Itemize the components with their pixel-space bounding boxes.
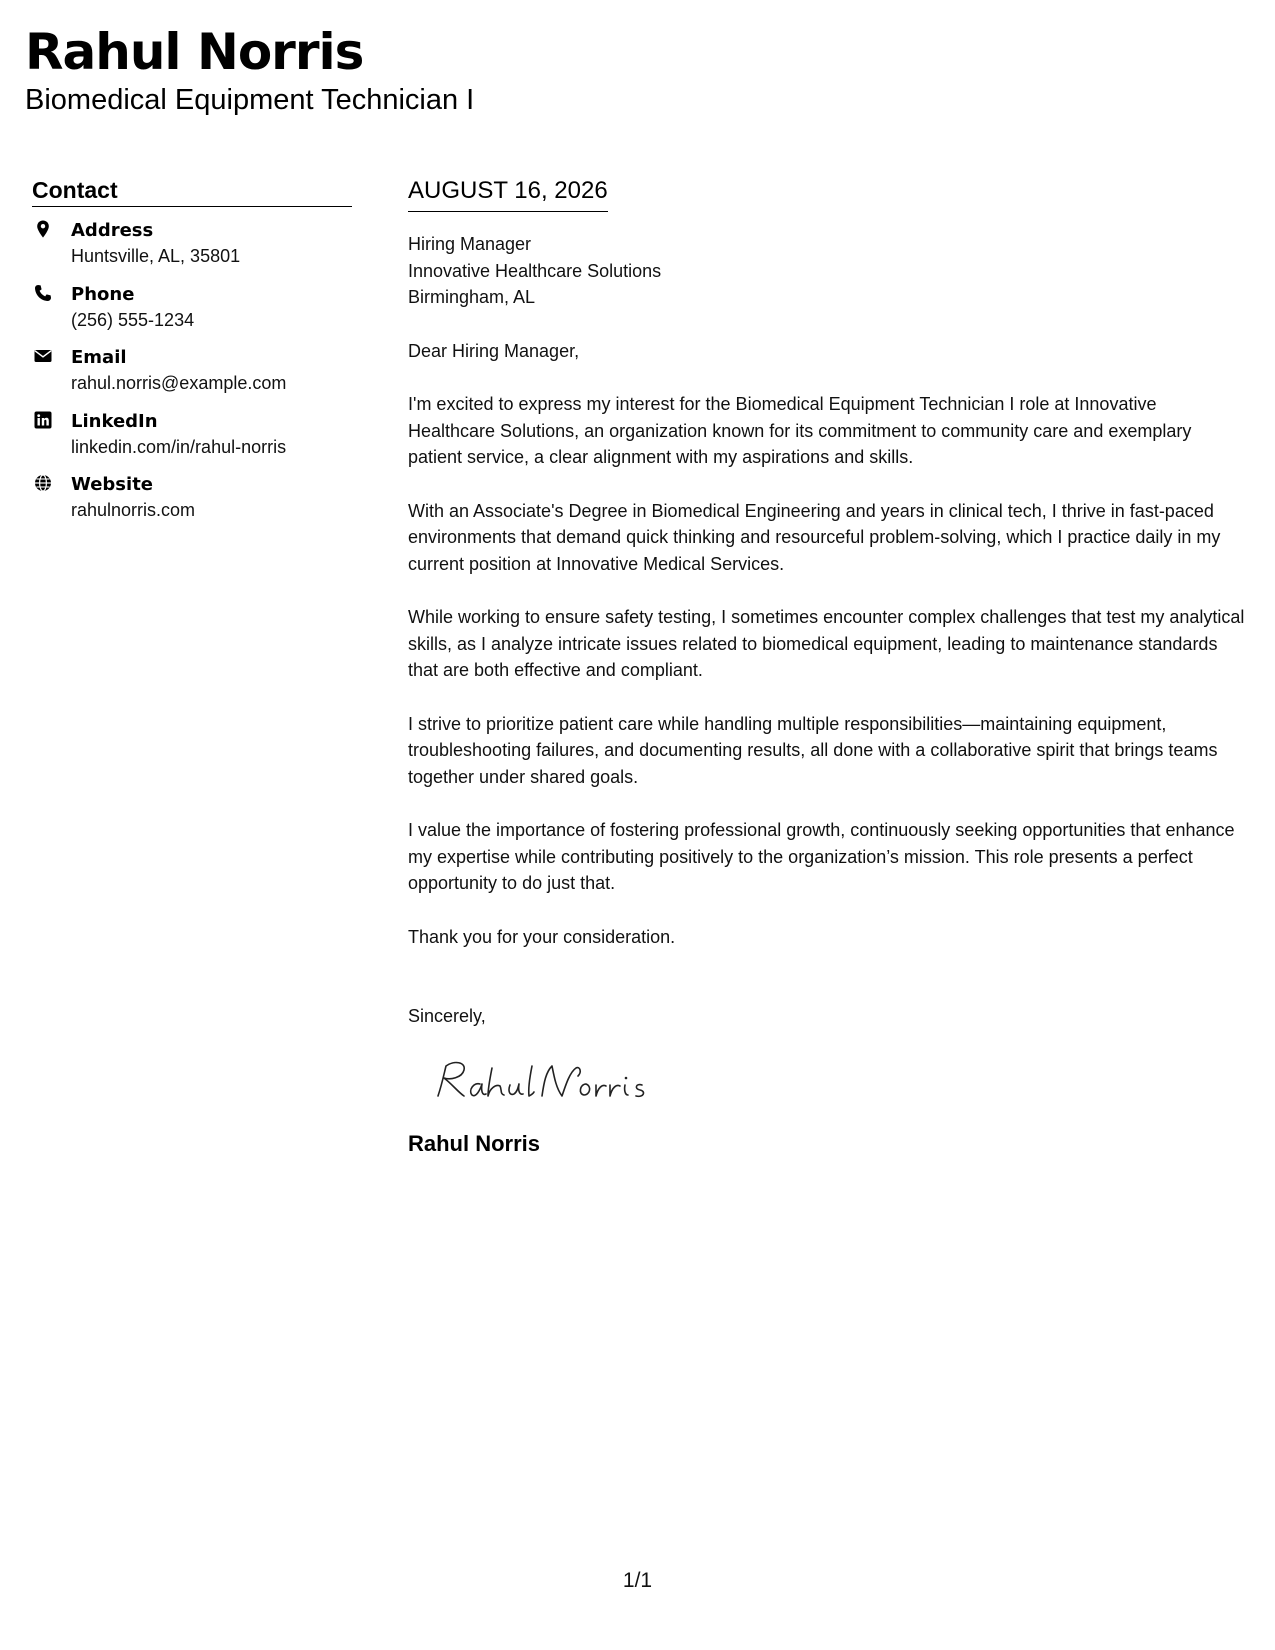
envelope-icon [34, 347, 52, 365]
contact-sidebar [32, 176, 352, 537]
contact-item-address [32, 219, 352, 283]
contact-item-email [32, 346, 352, 410]
closing: Sincerely, [408, 1006, 486, 1026]
globe-icon [34, 474, 52, 492]
thank-you-paragraph: Thank you for your consideration. [408, 926, 676, 947]
body-paragraph: I'm excited to express my interest for the Biomedical Equipment Technician I role at Innovative Healthcare Solutions, an organization known for its commitment to community care and exemplary patient service, a clear alignment with my aspirations and skills. [408, 394, 1192, 467]
body-paragraph: With an Associate's Degree in Biomedical Engineering and years in clinical tech, I thrive in fast-paced environments that demand quick thinking and resourceful problem-solving, which I practice daily in my current position at Innovative Medical Services. [408, 500, 1221, 574]
applicant-name: Rahul Norris [25, 23, 364, 81]
salutation: Dear Hiring Manager, [408, 340, 580, 361]
contact-heading: Contact [32, 176, 352, 207]
contact-item-linkedin [32, 410, 352, 474]
recipient-name: Hiring Manager [408, 234, 532, 254]
contact-list [32, 219, 352, 537]
contact-label: Email [71, 347, 127, 368]
job-title: Biomedical Equipment Technician I [25, 84, 475, 116]
body-paragraph: I value the importance of fostering professional growth, continuously seeking opportunities that enhance my expertise while contributing positively to the organization’s mission. This role presents a perfect opportunity to do just that. [408, 820, 1235, 893]
letter-date: AUGUST 16, 2026 [408, 176, 608, 212]
map-pin-icon [34, 220, 52, 238]
linkedin-value[interactable]: linkedin.com/in/rahul-norris [71, 436, 287, 457]
contact-label: Website [71, 474, 154, 495]
linkedin-icon [34, 411, 52, 429]
contact-item-website [32, 473, 352, 537]
contact-label: LinkedIn [71, 410, 158, 432]
contact-item-phone [32, 283, 352, 347]
contact-label: Address [71, 220, 154, 241]
cover-letter-body [408, 176, 1248, 1158]
phone-value[interactable]: (256) 555-1234 [71, 309, 195, 330]
contact-label: Phone [71, 283, 135, 305]
email-value[interactable]: rahul.norris@example.com [71, 373, 287, 393]
recipient-company: Innovative Healthcare Solutions [408, 260, 662, 281]
page-number: 1/1 [622, 1569, 653, 1592]
body-paragraph: While working to ensure safety testing, I sometimes encounter complex challenges that test my analytical skills, as I analyze intricate issues related to biomedical equipment, leading to maintenance standards that are both effective and compliant. [408, 607, 1245, 680]
signer-name: Rahul Norris [408, 1130, 541, 1156]
recipient-location: Birmingham, AL [408, 287, 536, 307]
website-value[interactable]: rahulnorris.com [71, 500, 196, 520]
recipient-block [408, 231, 1248, 311]
address-value: Huntsville, AL, 35801 [71, 246, 241, 266]
body-paragraph: I strive to prioritize patient care while handling multiple responsibilities—maintaining equipment, troubleshooting failures, and documenting results, all done with a collaborative spirit that brings teams together under shared goals. [408, 713, 1218, 787]
phone-icon [34, 284, 52, 302]
handwritten-signature [430, 1054, 660, 1110]
